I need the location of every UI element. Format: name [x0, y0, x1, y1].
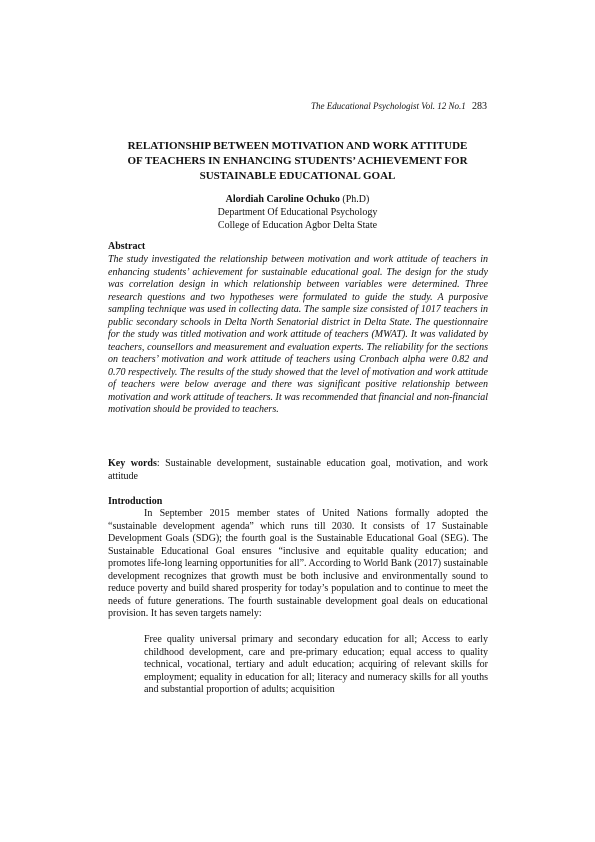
author-degree: (Ph.D)	[339, 194, 370, 205]
introduction-body: In September 2015 member states of United Nations formally adopted the “sustainable development agenda” which runs till 2030. It consists of 17 Sustainable Development Goals (SDG); the fourth goal is the Sustainable Educational Goal (SEG). The Sustainable Educational Goal ensures “inclusive and equitable quality education; and promotes life-long learning opportunities for all”. According to World Bank (2017) sustainable development recognizes that growth must be both inclusive and environmentally sound to reduce poverty and build shared prosperity for today’s population and to continue to meet the needs of future generations. The fourth sustainable development goal deals on educational provision. It has seven targets namely:	[108, 508, 488, 619]
author-institution: College of Education Agbor Delta State	[217, 220, 378, 231]
abstract-body: The study investigated the relationship between motivation and work attitude of teachers in enhancing students’ achievement for sustainable educational goal. The design for the study was correlation design in which relationship between variables were determined. Three research questions and two hypotheses were formulated to guide the study. A purposive sampling technique was used in collecting data. The sample size consisted of 1017 teachers in public secondary schools in Delta North Senatorial district in Delta State. The questionnaire for the study was titled motivation and work attitude of teachers (MWAT). It was validated by teachers, counsellors and measurement and evaluation experts. The reliability for the sections on teachers’ motivation and work attitude of teachers using Cronbach alpha were 0.82 and 0.70 respectively. The results of the study showed that the level of motivation and work attitude of teachers were below average and there was significant positive relationship between motivation and work attitude of teachers. It was recommended that financial and non-financial motivation should be provided to teachers.	[108, 254, 488, 415]
author-department: Department Of Educational Psychology	[217, 207, 378, 218]
author-line	[100, 193, 495, 206]
running-header	[311, 101, 487, 112]
title-line: SUSTAINABLE EDUCATIONAL GOAL	[199, 170, 396, 182]
author-name: Alordiah Caroline Ochuko	[225, 194, 340, 205]
journal-name: The Educational Psychologist Vol. 12 No.1	[311, 101, 466, 111]
keywords-label: Key words	[108, 458, 157, 469]
keywords-text: : Sustainable development, sustainable education goal, motivation, and work attitude	[108, 458, 488, 482]
author-block	[100, 193, 495, 232]
paper-title	[100, 139, 495, 184]
title-line: RELATIONSHIP BETWEEN MOTIVATION AND WORK ATTITUDE	[127, 140, 468, 152]
page-number: 283	[472, 101, 487, 112]
introduction-indented-paragraph: Free quality universal primary and secondary education for all; Access to early childhood development, care and pre-primary education; equal access to quality technical, vocational, tertiary and adult education; acquiring of relevant skills for employment; equality in education for all; literacy and numeracy skills for all youths and substantial proportion of adults; acquisition	[144, 634, 488, 695]
title-line: OF TEACHERS IN ENHANCING STUDENTS’ ACHIEVEMENT FOR	[127, 155, 468, 167]
abstract-heading: Abstract	[108, 241, 146, 252]
keywords	[108, 458, 488, 483]
introduction-heading: Introduction	[108, 496, 163, 507]
